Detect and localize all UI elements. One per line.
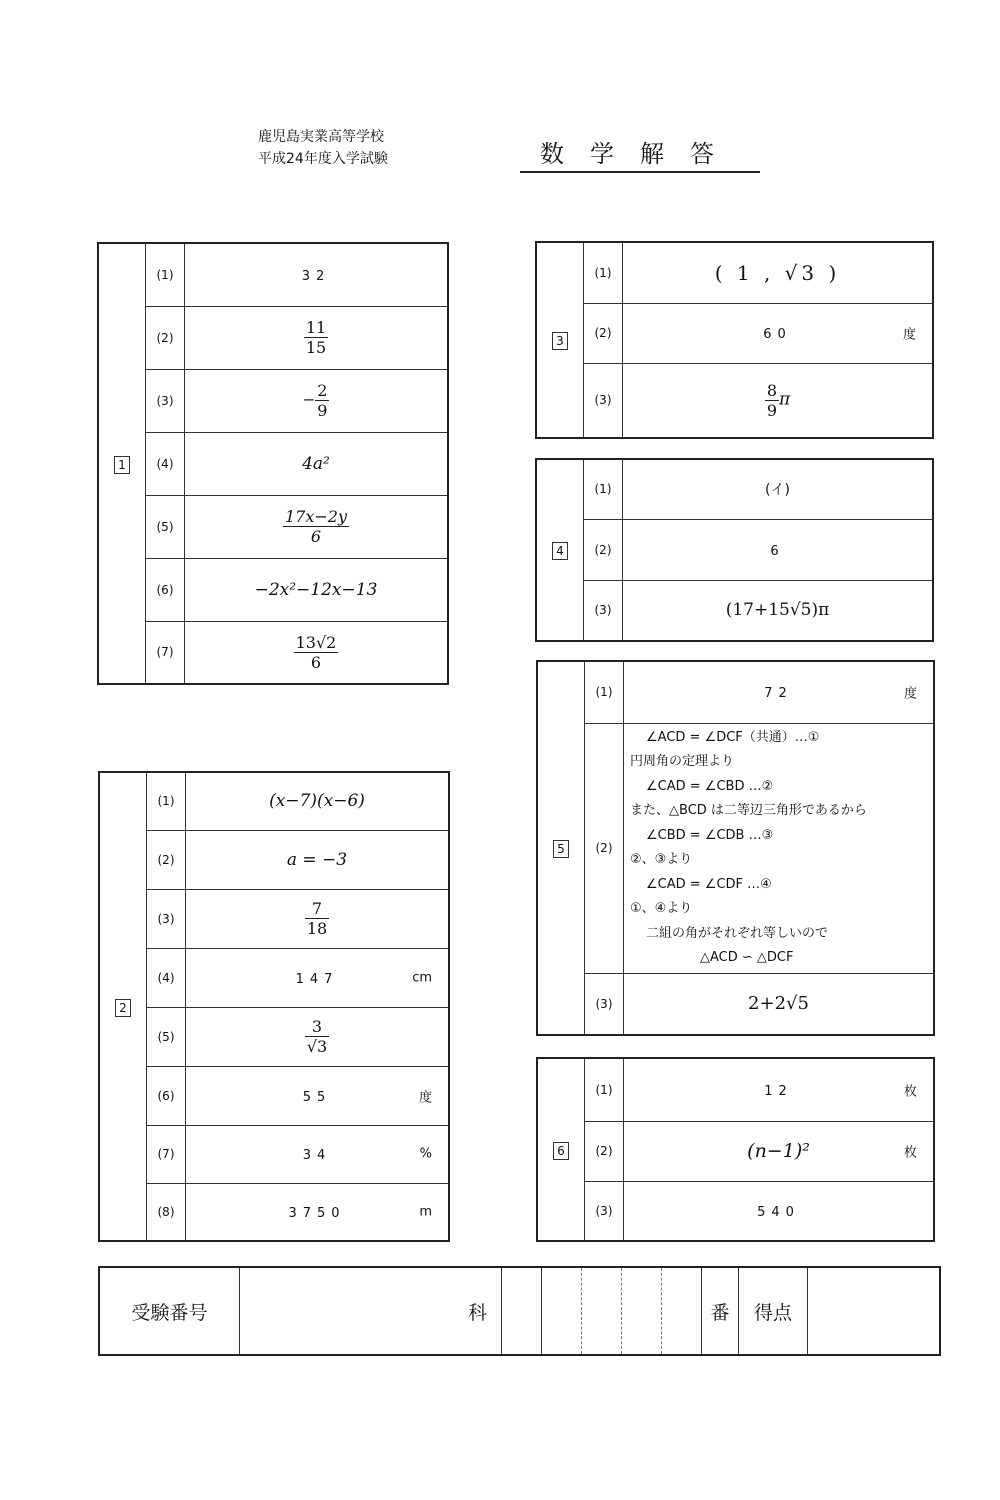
answer-2-5: [186, 1007, 450, 1066]
exam-number-label: 受験番号: [99, 1267, 240, 1355]
unit-label: m: [419, 1204, 432, 1220]
answer-6-2: (n−1)² 枚: [624, 1121, 935, 1181]
item-number: (2): [584, 519, 623, 580]
unit-label: %: [419, 1146, 432, 1162]
proof-line: ∠ACD = ∠DCF（共通）…①: [646, 729, 820, 745]
answer-4-2: 6: [623, 519, 934, 580]
school-name-text: 鹿児島実業高等学校: [258, 129, 384, 145]
fraction: $\frac{17x-2y}{6}$: [284, 507, 347, 546]
section-5-table: [536, 660, 935, 1036]
answer-1-5: [185, 495, 449, 558]
section-1-label: 1: [98, 243, 146, 684]
proof-line: また、△BCD は二等辺三角形であるから: [630, 803, 867, 818]
answer-2-6: 55 度: [186, 1066, 450, 1125]
proof-line: ∠CAD = ∠CBD …②: [646, 778, 774, 794]
item-number: (2): [146, 306, 185, 369]
answer-5-1: 72 度: [624, 661, 935, 723]
number-digit-box-4[interactable]: [622, 1267, 662, 1355]
answer-1-3: − $\frac{2}{9}$: [185, 369, 449, 432]
item-number: (5): [146, 495, 185, 558]
exam-year-text: 平成24年度入学試験: [258, 151, 388, 167]
number-digit-box-3[interactable]: [582, 1267, 622, 1355]
proof-line: △ACD ∽ △DCF: [700, 950, 794, 965]
section-5-label: 5: [537, 661, 585, 1035]
item-number: (1): [585, 1058, 624, 1121]
answer-2-1: (x−7)(x−6): [186, 772, 450, 830]
answer-5-3: 2+2√5: [624, 973, 935, 1035]
number-label: 番: [702, 1267, 739, 1355]
proof-line: ②、③より: [630, 852, 693, 867]
answer-6-3: 540: [624, 1181, 935, 1241]
answer-3-2: 60 度: [623, 303, 934, 363]
unit-label: 枚: [903, 1084, 917, 1100]
item-number: (7): [147, 1125, 186, 1183]
section-1-table: [97, 242, 449, 685]
section-3-table: [535, 241, 934, 439]
item-number: (3): [585, 1181, 624, 1241]
fraction: $\frac{2}{9}$: [317, 381, 328, 420]
answer-2-7: 34 %: [186, 1125, 450, 1183]
answer-4-3: (17+15√5)π: [623, 580, 934, 641]
item-number: (4): [146, 432, 185, 495]
page-title: 数学解答: [520, 134, 760, 173]
proof-line: 円周角の定理より: [630, 754, 735, 769]
section-6-label: 6: [537, 1058, 585, 1241]
item-number: (2): [585, 1121, 624, 1181]
fraction: $\frac{3}{√3}$: [306, 1017, 328, 1056]
school-name: [258, 126, 388, 170]
item-number: (3): [584, 580, 623, 641]
answer-2-8: 3750 m: [186, 1183, 450, 1241]
proof-line: 二組の角がそれぞれ等しいので: [646, 925, 829, 941]
item-number: (3): [147, 889, 186, 948]
fraction: $\frac{11}{15}$: [305, 318, 327, 357]
section-4-table: [535, 458, 934, 642]
score-label: 得点: [739, 1267, 808, 1355]
answer-4-1: (イ): [623, 459, 934, 519]
answer-1-1: 32: [185, 243, 449, 306]
answer-6-1: 12 枚: [624, 1058, 935, 1121]
fraction: $\frac{13√2}{6}$: [295, 632, 337, 672]
score-field[interactable]: [808, 1267, 941, 1355]
fraction: $\frac{7}{18}$: [306, 899, 328, 938]
unit-label: cm: [412, 970, 432, 985]
course-label: 科: [467, 1301, 487, 1324]
item-number: (2): [584, 303, 623, 363]
unit-label: 度: [418, 1090, 432, 1105]
fraction: $\frac{8}{9}$: [766, 380, 777, 420]
item-number: (1): [584, 242, 623, 303]
proof-text: [624, 724, 933, 973]
section-6-table: [536, 1057, 935, 1242]
course-field[interactable]: [240, 1267, 502, 1355]
exam-number-score-table: [98, 1266, 941, 1356]
item-number: (6): [146, 558, 185, 621]
answer-2-2: a = −3: [186, 830, 450, 889]
answer-2-3: [186, 889, 450, 948]
answer-1-4: 4a²: [185, 432, 449, 495]
section-2-table: [98, 771, 450, 1242]
item-number: (1): [584, 459, 623, 519]
section-2-label: 2: [99, 772, 147, 1241]
proof-line: ∠CAD = ∠CDF …④: [646, 876, 772, 892]
number-digit-box-2[interactable]: [542, 1267, 582, 1355]
proof-line: ①、④より: [630, 901, 693, 916]
section-3-label: 3: [536, 242, 584, 438]
item-number: (3): [585, 973, 624, 1035]
proof-line: ∠CBD = ∠CDB …③: [646, 827, 774, 843]
answer-5-2-proof: [624, 723, 935, 973]
item-number: (1): [585, 661, 624, 723]
answer-1-2: [185, 306, 449, 369]
answer-3-3: $\frac{8}{9}$ π: [623, 363, 934, 438]
item-number: (3): [584, 363, 623, 438]
number-digit-box-1[interactable]: [502, 1267, 542, 1355]
item-number: (8): [147, 1183, 186, 1241]
item-number: (5): [147, 1007, 186, 1066]
unit-label: 枚: [903, 1145, 917, 1161]
item-number: (1): [147, 772, 186, 830]
item-number: (2): [585, 723, 624, 973]
answer-2-4: 147 cm: [186, 948, 450, 1007]
section-4-label: 4: [536, 459, 584, 641]
number-digit-box-5[interactable]: [662, 1267, 702, 1355]
item-number: (4): [147, 948, 186, 1007]
item-number: (6): [147, 1066, 186, 1125]
item-number: (1): [146, 243, 185, 306]
unit-label: 度: [902, 327, 916, 343]
unit-label: 度: [903, 686, 917, 702]
answer-1-7: [185, 621, 449, 684]
answer-3-1: ( 1 , √3 ): [623, 242, 934, 303]
item-number: (3): [146, 369, 185, 432]
answer-1-6: −2x²−12x−13: [185, 558, 449, 621]
item-number: (2): [147, 830, 186, 889]
item-number: (7): [146, 621, 185, 684]
